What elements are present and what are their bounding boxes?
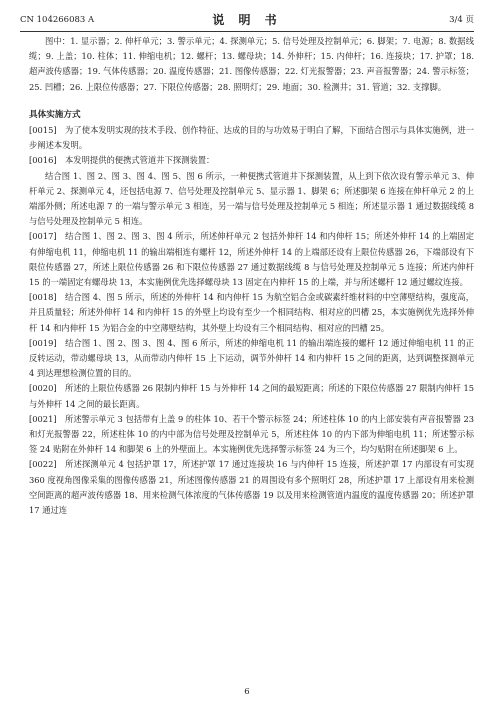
paragraph-text: 结合图 1、图 2、图 3、图 4、图 5、图 6 所示，一种便携式管道井下探测装置，从上到下依次设有警示单元 3、伸杆单元 2、探测单元 4，还包括电源 7、信号处理及控制单元 5、显示器 1、脚架 6；所述脚架 6 连接在伸杆单元 2 的上端部外侧；所述电源 7 的一端与警示单元 3 相连，另一端与信号处理及控制单元 5 相连；所述显示器 1 通过数据线缆 8 与信号处理及控制单元 5 相连。 — [29, 170, 474, 227]
page-header — [20, 11, 474, 29]
paragraph — [29, 123, 474, 153]
paragraph-number: [0022] — [29, 459, 57, 470]
paragraph — [29, 153, 474, 168]
paragraph-number: [0016] — [29, 155, 57, 166]
patent-number: CN 104266083 A — [20, 15, 95, 25]
paragraph-text: 所述警示单元 3 包括带有上盖 9 的柱体 10、若干个警示标签 24；所述柱体 10 的内上部安装有声音报警器 23 和灯光报警器 22，所述柱体 10 的内中部为信号处理及控制单元 5，所述柱体 10 的内下部为伸缩电机 11；所述警示标签 24 贴附在外伸杆 14 和脚架 6 上的外壁面上。本实施例优先选择警示标签 24 为三个，均匀贴附在所述脚架 6 上。 — [29, 413, 474, 455]
paragraph-number: [0021] — [29, 413, 57, 424]
paragraph-text: 本发明提供的便携式管道井下探测装置： — [65, 155, 215, 166]
paragraph — [29, 381, 474, 411]
page-reference: 3/4 页 — [449, 15, 474, 25]
paragraph-number: [0017] — [29, 231, 57, 242]
paragraph-text: 结合图 1、图 2、图 3、图 4、图 6 所示，所述的伸缩电机 11 的输出端连接的螺杆 12 通过伸缩电机 11 的正反转运动，带动螺母块 13，从而带动内伸杆 15 上下运动，调节外伸杆 14 和内伸杆 15 之间的距离，达到调整探测单元 4 到达理想检测位置的目的。 — [29, 337, 474, 379]
paragraph — [29, 412, 474, 458]
paragraph-text: 所述的上限位传感器 26 限制内伸杆 15 与外伸杆 14 之间的最短距离；所述的下限位传感器 27 限制内伸杆 15 与外伸杆 14 之间的最长距离。 — [29, 383, 474, 409]
document-body — [29, 34, 474, 518]
paragraph — [29, 457, 474, 518]
document-title: 说 明 书 — [212, 13, 282, 27]
section-title: 具体实施方式 — [29, 109, 81, 120]
paragraph — [29, 169, 474, 230]
paragraph — [29, 290, 474, 336]
paragraph-number: [0020] — [29, 383, 57, 394]
paragraph-text: 所述探测单元 4 包括护罩 17，所述护罩 17 通过连接块 16 与内伸杆 15 连接，所述护罩 17 内部设有可实现 360 度视角图像采集的图像传感器 21，所述图像传感器 21 的周围设有多个照明灯 28，所述护罩 17 上部设有用来检测空间距离的超声波传感器 18、用来检测气体浓度的气体传感器 19 以及用来检测管道内温度的温度传感器 20；所述护罩 17 通过连 — [29, 459, 474, 516]
paragraph-text: 结合图 1、图 2、图 3、图 4 所示，所述伸杆单元 2 包括外伸杆 14 和内伸杆 15；所述外伸杆 14 的上端固定有伸缩电机 11，伸缩电机 11 的输出端相连有螺杆 12，所述外伸杆 14 的上端部还设有上限位传感器 26，下端部设有下限位传感器 27，所述上限位传感器 26 和下限位传感器 27 通过数据线缆 8 与信号处理及控制单元 5 连接；所述内伸杆 15 的一端固定有螺母块 13，本实施例优先选择螺母块 13 固定在内伸杆 15 的上端，并与所述螺杆 12 通过螺纹连接。 — [29, 231, 474, 288]
paragraph — [29, 336, 474, 382]
paragraph-number: [0019] — [29, 337, 57, 348]
figure-legend: 图中：1. 显示器；2. 伸杆单元；3. 警示单元；4. 探测单元；5. 信号处理及控制单元；6. 脚架；7. 电源；8. 数据线缆；9. 上盖；10. 柱体；11. 伸缩电机；12. 螺杆；13. 螺母块；14. 外伸杆；15. 内伸杆；16. 连接块；17. 护罩；18. 超声波传感器；19. 气体传感器；20. 温度传感器；21. 图像传感器；22. 灯光报警器；23. 声音报警器；24. 警示标签；25. 凹槽；26. 上限位传感器；27. 下限位传感器；28. 照明灯；29. 地面；30. 检测井；31. 管道；32. 支撑脚。 — [29, 36, 474, 92]
paragraph-text: 结合图 4、图 5 所示，所述的外伸杆 14 和内伸杆 15 为航空铝合金或碳素纤维材料的中空薄壁结构，强度高，并且质量轻；所述外伸杆 14 和内伸杆 15 的外壁上均设有至少一个相同结构、相对应的凹槽 25，本实施例优先选择外伸杆 14 和内伸杆 15 为铝合金的中空薄壁结构，其外壁上均设有三个相同结构、相对应的凹槽 25。 — [29, 292, 474, 333]
paragraph-number: [0015] — [29, 125, 57, 136]
paragraph — [29, 229, 474, 290]
paragraph-number: [0018] — [29, 292, 57, 303]
page-number: 6 — [244, 687, 250, 697]
paragraph-text: 为了使本发明实现的技术手段、创作特征、达成的目的与功效易于明白了解，下面结合图示与具体实施例，进一步阐述本发明。 — [29, 125, 474, 151]
header-rule — [20, 31, 474, 32]
